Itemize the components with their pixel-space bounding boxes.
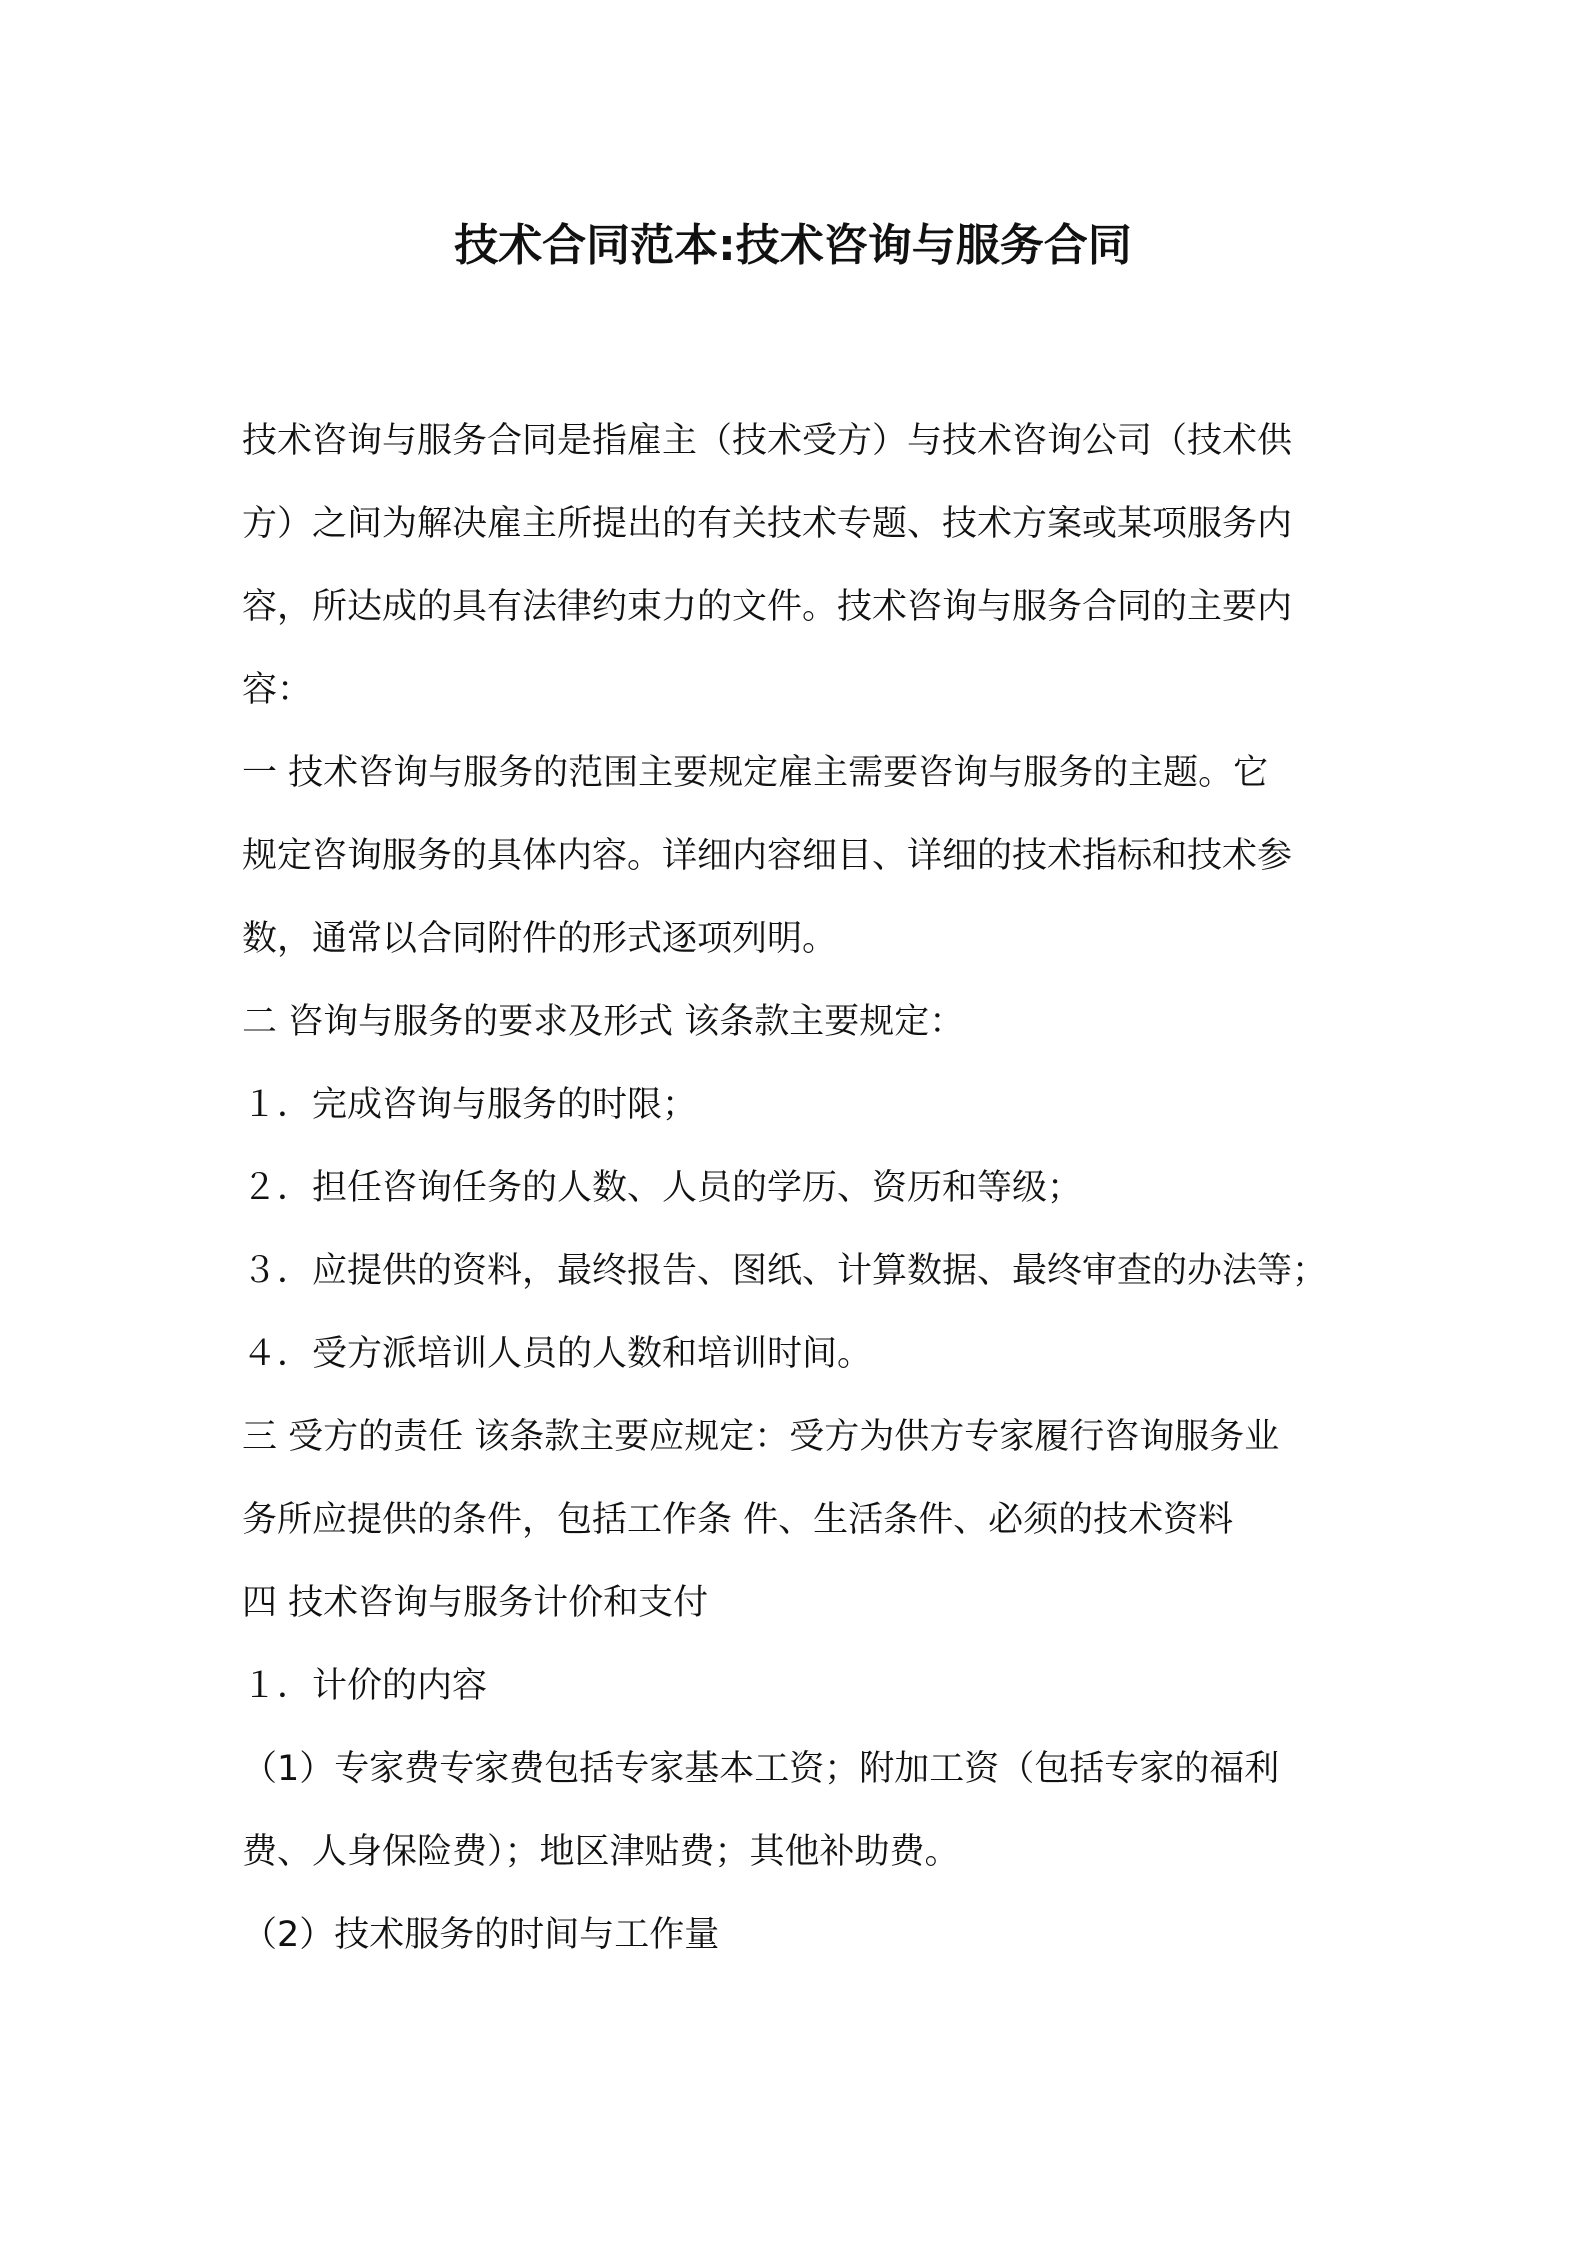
- section-one-line: 一 技术咨询与服务的范围主要规定雇主需要咨询与服务的主题。它: [242, 753, 1269, 793]
- document-body: [242, 400, 1352, 1977]
- sub-item: （2）技术服务的时间与工作量: [242, 1915, 720, 1955]
- list-item: １．完成咨询与服务的时限；: [242, 1085, 698, 1125]
- list-item: ４．受方派培训人员的人数和培训时间。: [242, 1334, 873, 1374]
- text-line: 容，所达成的具有法律约束力的文件。技术咨询与服务合同的主要内: [242, 587, 1293, 627]
- text-line: 数，通常以合同附件的形式逐项列明。: [242, 919, 838, 959]
- text-line: 技术咨询与服务合同是指雇主（技术受方）与技术咨询公司（技术供: [242, 421, 1293, 461]
- sub-item: （1）专家费专家费包括专家基本工资；附加工资（包括专家的福利: [242, 1749, 1280, 1789]
- section-four-line: 四 技术咨询与服务计价和支付: [242, 1583, 709, 1623]
- list-item: ２．担任咨询任务的人数、人员的学历、资历和等级；: [242, 1168, 1083, 1208]
- text-line: 方）之间为解决雇主所提出的有关技术专题、技术方案或某项服务内: [242, 504, 1293, 544]
- text-line: 务所应提供的条件，包括工作条 件、生活条件、必须的技术资料: [242, 1500, 1234, 1540]
- list-item: １．计价的内容: [242, 1666, 488, 1706]
- document-title: 技术合同范本:技术咨询与服务合同: [454, 220, 1132, 271]
- text-line: 容：: [242, 670, 313, 710]
- text-line: 费、人身保险费）；地区津贴费；其他补助费。: [242, 1832, 960, 1872]
- section-three-line: 三 受方的责任 该条款主要应规定：受方为供方专家履行咨询服务业: [242, 1417, 1280, 1457]
- list-item: ３．应提供的资料，最终报告、图纸、计算数据、最终审查的办法等；: [242, 1251, 1328, 1291]
- section-two-line: 二 咨询与服务的要求及形式 该条款主要规定：: [242, 1002, 965, 1042]
- text-line: 规定咨询服务的具体内容。详细内容细目、详细的技术指标和技术参: [242, 836, 1293, 876]
